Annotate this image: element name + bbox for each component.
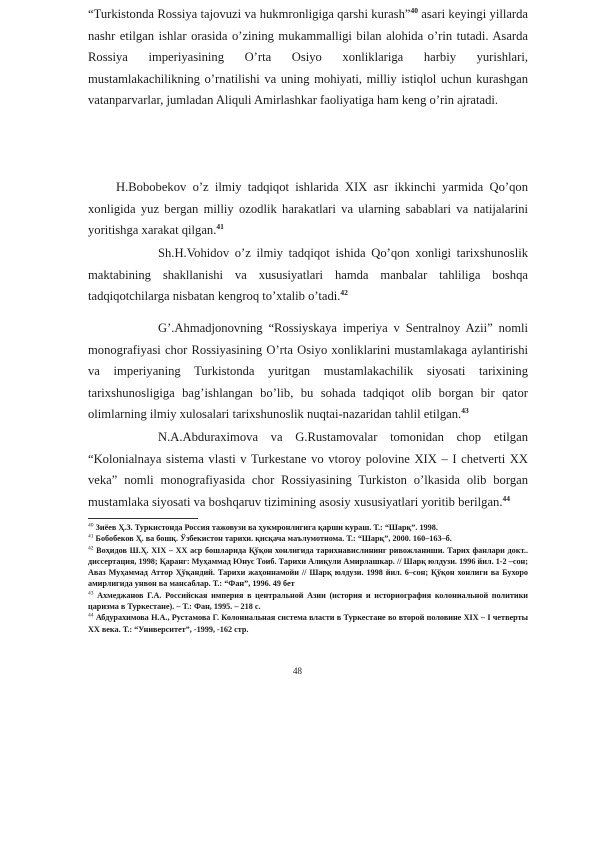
- footnote-separator: [88, 518, 198, 519]
- footnote-number: 42: [88, 544, 94, 551]
- footnote-43: [88, 590, 528, 613]
- footnote-44: [88, 612, 528, 635]
- footnote-42: [88, 545, 528, 590]
- footnote-text: Абдурахимова Н.А., Рустамова Г. Колониальная система власти в Туркестане во второй половине XIX – I четверты XX века. Т.: “Университет”, -1999, -162 стр.: [88, 613, 528, 634]
- paragraph-5-text: N.A.Abduraximova va G.Rustamovalar tomonidan chop etilgan “Kolonialnaya sistema vlasti v Turkestane vo vtoroy polovine XIX – I chetverti XX veka” nomli monografiyasida chor Rossiyasining Turkiston o’lkasida olib borgan mustamlaka siyosati va boshqaruv tizimining asosiy xususiyatlari yoritib berilgan.: [88, 430, 528, 509]
- paragraph-3: [88, 243, 528, 308]
- footnote-text: Бобобеков Ҳ. ва бошқ. Ўзбекистон тарихи. қисқача маълумотнома. Т.: “Шарқ”, 2000. 160–163–б.: [95, 534, 452, 544]
- footnote-40: [88, 522, 528, 533]
- footnote-number: 44: [88, 612, 94, 619]
- footnote-text: Зиёев Ҳ.З. Туркистонда Россия тажовузи ва ҳукмронлигига қарши кураш. Т.: “Шарқ”. 1998.: [95, 523, 438, 532]
- footnote-ref-44: 44: [502, 493, 510, 503]
- footnote-text: Ахмеджанов Г.А. Российская империя в центральной Азии (история и историография колониальной политики царизма в Туркестане). – Т.: Фан, 1995. – 218 с.: [88, 590, 528, 612]
- footnote-number: 43: [88, 590, 94, 597]
- paragraph-1-text: “Turkistonda Rossiya tajovuzi va hukmronligiga qarshi kurash”: [88, 7, 411, 21]
- paragraph-4: [88, 318, 528, 426]
- paragraph-1: [88, 4, 528, 112]
- paragraph-1-tail: asari keyingi yillarda nashr etilgan ishlar orasida o’zining mukammalligi bilan alohida o’rin tutadi. Asarda Rossiya imperiyasining O’rta Osiyo xonliklariga harbiy yurishlari, mustamlakachilikning o’rnatilishi va uning mohiyati, milliy istiqlol uchun kurashgan vatanparvarlar, jumladan Aliquli Amirlashkar faoliyatiga ham keng o’rin ajratadi.: [88, 7, 528, 108]
- footnote-ref-43: 43: [461, 406, 469, 416]
- footnote-41: [88, 533, 528, 544]
- footnote-ref-41: 41: [216, 222, 224, 231]
- paragraph-5: [88, 427, 528, 513]
- footnote-ref-42: 42: [340, 288, 348, 297]
- footnote-number: 41: [88, 533, 94, 540]
- paragraph-3-text: Sh.H.Vohidov o’z ilmiy tadqiqot ishida Qo’qon xonligi tarixshunoslik maktabining shakllanishi va xususiyatlari hamda manbalar tahliliga boshqa tadqiqotchilarga nisbatan kengroq to’xtalib o’tadi.: [88, 246, 528, 304]
- paragraph-4-text: G’.Ahmadjonovning “Rossiyskaya imperiya v Sentralnoy Azii” nomli monografiyasi chor Rossiyasining O’rta Osiyo xonliklarini mustamlakaga aylantirishi va imperiyaning Turkistonda yuritgan mustamlakachilik siyosati tarixining tarixshunosligiga bag’ishlangan bo’lib, bu sohada tadqiqot olib borgan bir qator olimlarning ilmiy xulosalari tarixshunoslik nuqtai-nazaridan tahlil etilgan.: [88, 321, 528, 422]
- page-number: 48: [293, 666, 302, 676]
- footnote-ref-40: 40: [410, 5, 418, 15]
- paragraph-2-text: H.Bobobekov o’z ilmiy tadqiqot ishlarida XIX asr ikkinchi yarmida Qo’qon xonligida yuz bergan milliy ozodlik harakatlari va ularning sabablari va natijalarini yoritishga xarakat qilgan.: [88, 180, 528, 238]
- footnotes: [88, 522, 528, 635]
- footnote-number: 40: [88, 522, 94, 529]
- paragraph-2: [88, 177, 528, 242]
- footnote-text: Воҳидов Ш.Ҳ. XIX – XX аср бошларида Қўқон хонлигида тарихнавислининг ривожланиши. Тарих фанлари докт.. диссертация, 1998; Қаранг: Муҳаммад Юнус Тоиб. Тарихи Алиқули Амирлашкар. // Шарқ юлдузи. 1996 йил. 1-2 –сон; Аваз Муҳаммад Аттор Ҳўқандий. Тарихи жаҳоннамойи // Шарқ юлдузи. 1998 йил. 6–сон; Қўқон хонлиги ва Бухоро амирлигида унвон ва мансаблар. Т.: “Фан”, 1996. 49 бет: [88, 545, 528, 589]
